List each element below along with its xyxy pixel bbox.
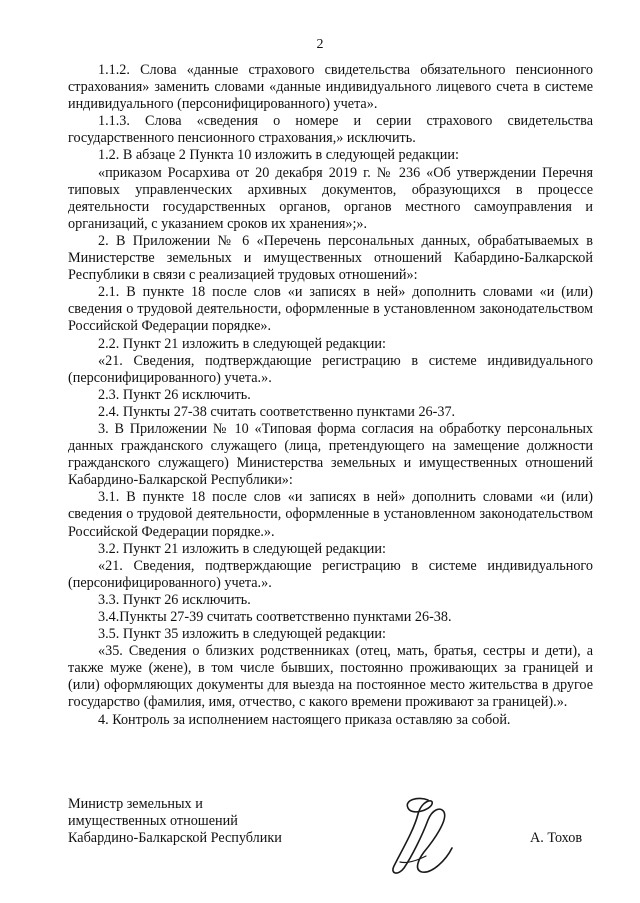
- paragraph-3-4: 3.4.Пункты 27-39 считать соответственно пунктами 26-38.: [98, 609, 452, 625]
- paragraph-1-2-quote: «приказом Росархива от 20 декабря 2019 г. № 236 «Об утверждении Перечня типовых управленческих архивных документов, образующихся в процессе деятельности государственных органов, органов местного самоуправления и организаций, с указанием сроков их хранения»;».: [68, 164, 593, 232]
- paragraph-3-3: 3.3. Пункт 26 исключить.: [98, 591, 251, 608]
- paragraph-3-5: 3.5. Пункт 35 изложить в следующей редакции:: [98, 626, 386, 643]
- paragraph-2-2-quote: «21. Сведения, подтверждающие регистрацию в системе индивидуального (персонифицированного) учета.».: [68, 352, 593, 386]
- document-body: [68, 62, 593, 729]
- paragraph-3-2: 3.2. Пункт 21 изложить в следующей редакции:: [98, 540, 386, 557]
- paragraph-2: 2. В Приложении № 6 «Перечень персональных данных, обрабатываемых в Министерстве земельных и имущественных отношений Кабардино-Балкарской Республики в связи с реализацией трудовых отношений»:: [68, 232, 593, 284]
- handwritten-signature: [378, 790, 458, 880]
- signatory-position: [68, 796, 282, 848]
- paragraph-1-1-2: 1.1.2. Слова «данные страхового свидетельства обязательного пенсионного страхования» заменить словами «данные индивидуального лицевого счета в системе индивидуального (персонифицированного) учета».: [68, 62, 593, 113]
- paragraph-1-1-3: 1.1.3. Слова «сведения о номере и серии страхового свидетельства государственного пенсионного страхования,» исключить.: [68, 113, 593, 147]
- paragraph-2-3: 2.3. Пункт 26 исключить.: [98, 386, 251, 403]
- signatory-position-line: Кабардино-Балкарской Республики: [68, 830, 282, 847]
- paragraph-2-4: 2.4. Пункты 27-38 считать соответственно пунктами 26-37.: [98, 403, 456, 420]
- page-number: 2: [316, 37, 324, 52]
- paragraph-1-2: 1.2. В абзаце 2 Пункта 10 изложить в следующей редакции:: [98, 147, 459, 164]
- paragraph-3: 3. В Приложении № 10 «Типовая форма согласия на обработку персональных данных гражданского служащего (лица, претендующего на замещение должности гражданского служащего) Министерства земельных и имущественных отношений Кабардино-Балкарской Республики»:: [68, 420, 593, 489]
- signatory-position-line: имущественных отношений: [68, 813, 238, 830]
- paragraph-2-1: 2.1. В пункте 18 после слов «и записях в ней» дополнить словами «и (или) сведения о трудовой деятельности, оформленные в установленном законодательством Российской Федерации порядке».: [68, 284, 593, 335]
- signatory-name: А. Тохов: [530, 830, 583, 846]
- paragraph-3-1: 3.1. В пункте 18 после слов «и записях в ней» дополнить словами «и (или) сведения о трудовой деятельности, оформленные в установленном законодательством Российской Федерации порядке.».: [68, 489, 593, 540]
- paragraph-4: 4. Контроль за исполнением настоящего приказа оставляю за собой.: [98, 711, 511, 728]
- paragraph-2-2: 2.2. Пункт 21 изложить в следующей редакции:: [98, 335, 386, 352]
- paragraph-3-2-quote: «21. Сведения, подтверждающие регистрацию в системе индивидуального (персонифицированного) учета.».: [68, 557, 593, 591]
- signatory-position-line: Министр земельных и: [68, 796, 203, 812]
- paragraph-3-5-quote: «35. Сведения о близких родственниках (отец, мать, братья, сестры и дети), а также муже (жене), в том числе бывших, постоянно проживающих за границей и (или) оформляющих документы для выезда на постоянное место жительства в другое государство (фамилия, имя, отчество, с какого времени проживают за границей).».: [68, 643, 593, 711]
